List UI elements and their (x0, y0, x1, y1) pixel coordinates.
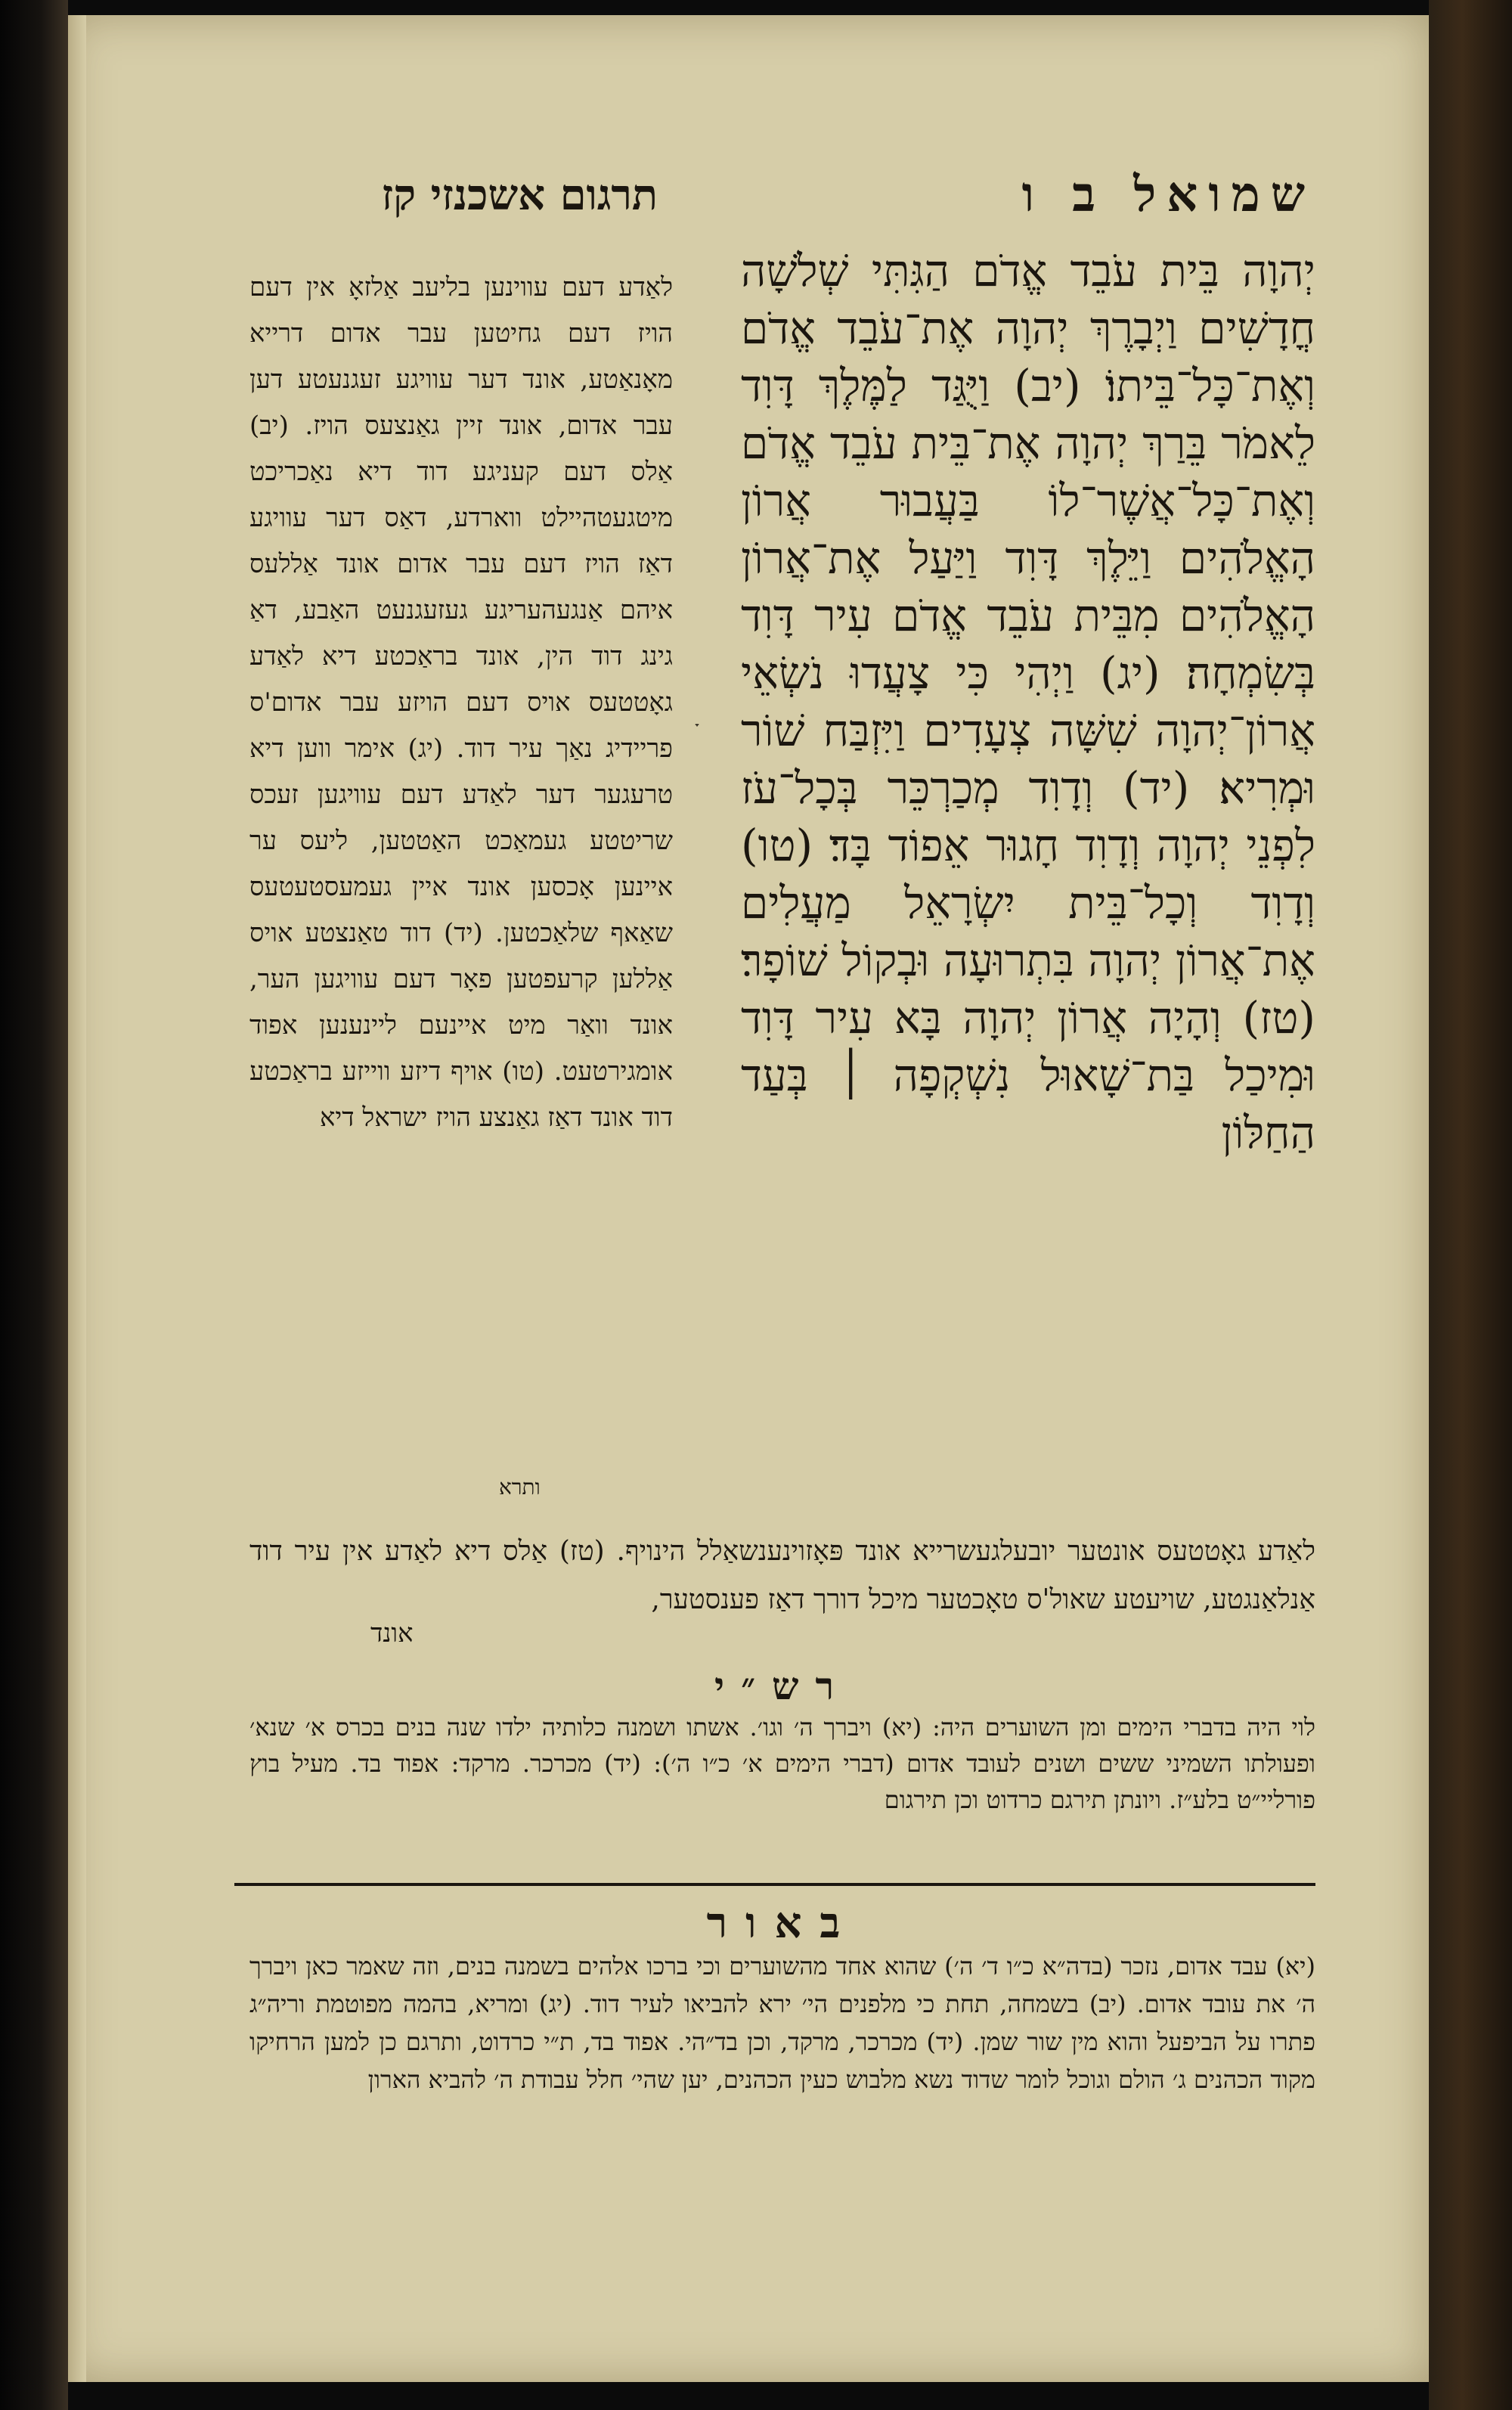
targum-column: לאַדע דעם עווינען בליעב אַלזאָ אין דעם הויז דעם גחיטען עבר אדום דרייא מאָנאַטע, אונד דער עוויגע זעגנעטע דען עבר אדום, אונד זיין גאַנצעס הויז. (יב) אַלס דעם קעניגע דוד דיא נאַכריכט מיטגעטהיילט ווארדע, דאַס דער עוויגע דאַז הויז דעם עבר אדום אונד אַללעס איהם אַנגעהעריגע געזעגנעט האַבע, דאַ גינג דוד הין, אונד בראַכטע דיא לאַדע גאָטטעס אויס דעם הויזע עבר אדום'ס פריידיג נאַך עיר דוד. (יג) אימר ווען דיא טרעגער דער לאַדע דעם עוויגען זעכס שריטטע געמאַכט האַטטען, ליעס ער איינען אָכסען אונד איין געמעסטעטעס שאַאף שלאַכטען. (יד) דוד טאַנצטע אויס אַללען קרעפטען פאָר דעם עוויגען הער, אונד וואַר מיט איינעם ליינענען אפוד אומגירטעט. (טו) אויף דיזע ווייזע בראַכטע דוד אונד דאַז גאַנצע הויז ישראל דיא (249, 272, 673, 1133)
rashi-heading: רש״י (714, 1664, 851, 1708)
main-scripture-text: יְהוָה בֵּית עֹבֵד אֱדֹם הַגִּתִּי שְׁלֹשָׁה חֳדָשִׁים וַיְבָרֶךְ יְהוָה אֶת־עֹבֵד אֱדֹם וְאֶת־כָּל־בֵּיתוֹ׃ (יב) וַיֻּגַּד לַמֶּלֶךְ דָּוִד לֵאמֹר בֵּרַךְ יְהוָה אֶת־בֵּית עֹבֵד אֱדֹם וְאֶת־כָּל־אֲשֶׁר־לוֹ בַּעֲבוּר אֲרוֹן הָאֱלֹהִים וַיֵּלֶךְ דָּוִד וַיַּעַל אֶת־אֲרוֹן הָאֱלֹהִים מִבֵּית עֹבֵד אֱדֹם עִיר דָּוִד בְּשִׂמְחָה׃ (יג) וַיְהִי כִּי צָעֲדוּ נֹשְׂאֵי אֲרוֹן־יְהוָה שִׁשָּׁה צְעָדִים וַיִּזְבַּח שׁוֹר וּמְרִיא׃ (יד) וְדָוִד מְכַרְכֵּר בְּכָל־עֹז לִפְנֵי יְהוָה וְדָוִד חָגוּר אֵפוֹד בָּד׃ (טו) וְדָוִד וְכָל־בֵּית יִשְׂרָאֵל מַעֲלִים אֶת־אֲרוֹן יְהוָה בִּתְרוּעָה וּבְקוֹל שׁוֹפָר׃ (טז) וְהָיָה אֲרוֹן יְהוָה בָּא עִיר דָּוִד וּמִיכַל בַּת־שָׁאוּל נִשְׁקְפָה ׀ בְּעַד הַחַלּוֹן (741, 245, 1315, 1158)
page-edge-shadow (68, 15, 86, 2382)
biur-heading: באור (706, 1898, 859, 1948)
book-page (68, 15, 1429, 2382)
biur-commentary: (יא) עבד אדום, נזכר (בדה״א כ״ו ד׳ ה׳) שהוא אחד מהשוערים וכי ברכו אלהים בשמנה בנים, וזה שאמר כאן ויברך ה׳ את עובד אדום. (יב) בשמחה, תחת כי מלפנים הי׳ ירא להביאו לעיר דוד. (יג) ומריא, בהמה מפוטמת וריה״ג פתרו על הביפעל והוא מין שור שמן. (יד) מכרכר, מרקד, וכן בד״הי. אפוד בד, ת״י כרדוט, ותרגם כן למען הרחיקו מקוד הכהנים ג׳ הולם וגוכל לומר שדוד נשא מלבוש כעין הכהנים, יען שהי׳ חלל עבודת ה׳ להביא הארון (249, 1952, 1316, 2094)
book-gutter-left (0, 0, 68, 2410)
section-divider (234, 1883, 1315, 1886)
targum-continuation: לאַדע גאָטטעס אונטער יובעלגעשרייא אונד פּאָזוינענשאַלל הינויף. (טז) אַלס דיא לאַדע אין עיר דוד אַנלאַנגטע, שויעטע שאול'ס טאָכטער מיכל דורך דאַז פענסטער, (249, 1536, 1315, 1615)
running-header-book: שמואל ב ו (1021, 166, 1315, 223)
targum-catchword: אונד (370, 1618, 414, 1649)
book-gutter-right (1429, 0, 1512, 2410)
running-header-targum: תרגום אשכנזי קז (381, 170, 658, 220)
main-catchword: ותרא (499, 1475, 541, 1500)
rashi-commentary: לוי היה בדברי הימים ומן השוערים היה: (יא) ויברך ה׳ וגו׳. אשתו ושמנה כלותיה ילדו שנה בנים בכרס א׳ שנא׳ ופעולתו השמיני ששים ושנים לעובד אדום (דברי הימים א׳ כ״ו ה׳): (יד) מכרכר. מרקד: אפוד בד. מעיל בוץ פורליי״ט בלע״ז. ויונתן תירגם כרדוט וכן תירגום (249, 1713, 1316, 1814)
